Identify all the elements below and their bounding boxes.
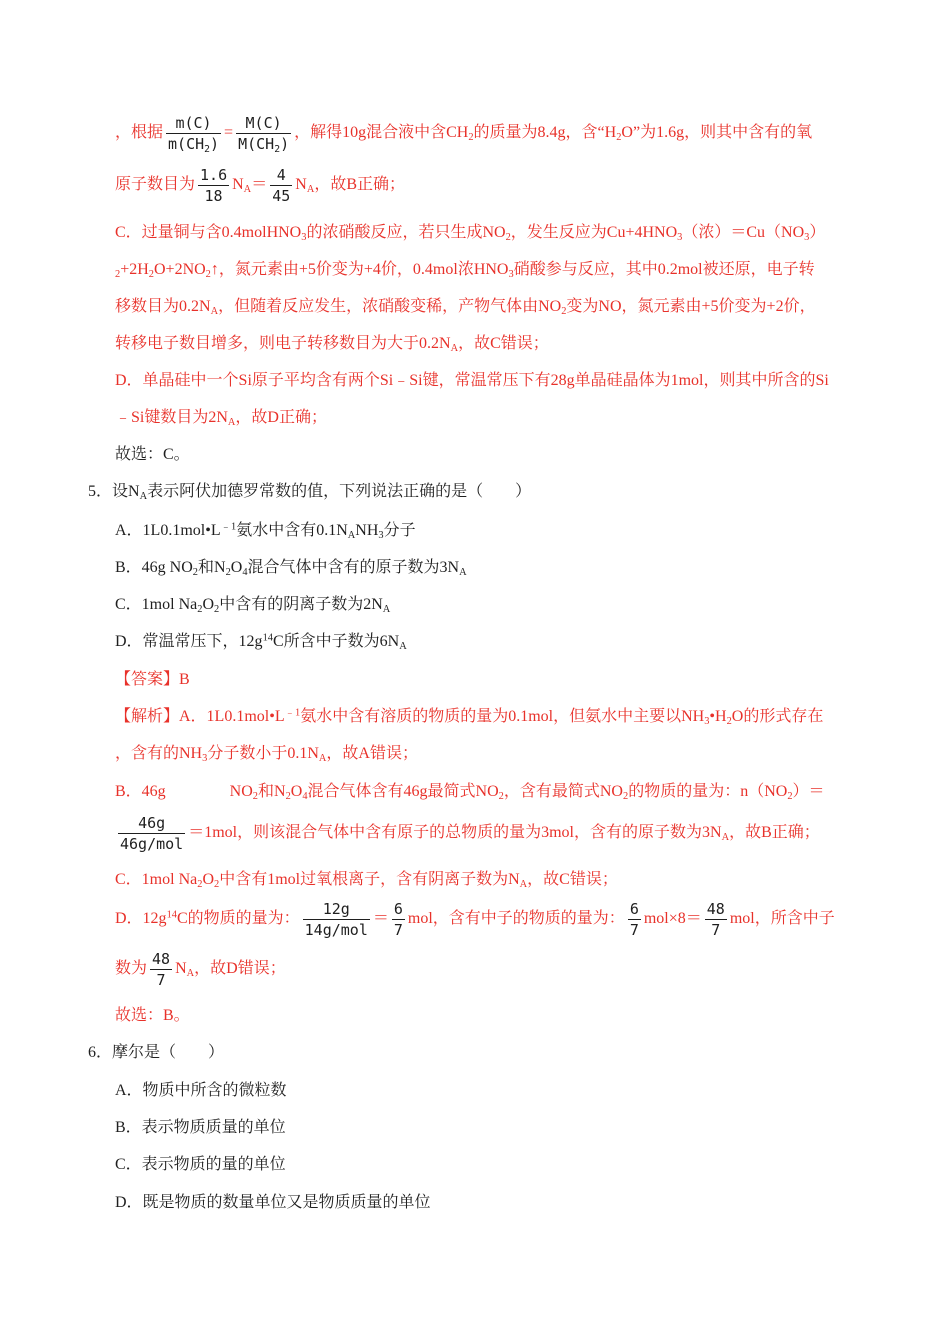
text-run: ，故A错误；	[326, 745, 418, 762]
text-run: ＝1mol，则该混合气体中含有原子的总物质的量为3mol，含有的原子数为3N	[188, 824, 722, 841]
subscript: 3	[301, 232, 307, 244]
subscript: A	[186, 968, 195, 980]
q5-analysis-line	[115, 777, 825, 807]
q6-stem	[88, 1038, 224, 1068]
subscript: 2	[192, 567, 198, 579]
subscript: 3	[704, 716, 710, 728]
subscript: 2	[622, 791, 629, 803]
fraction-numerator	[198, 165, 229, 186]
fraction	[236, 113, 291, 154]
text-run: 数为	[115, 960, 148, 977]
text-run: C．1mol Na	[115, 596, 198, 613]
text-run: 移数目为0.2N	[115, 298, 211, 315]
subscript: A	[306, 184, 315, 196]
q4-analysis-line	[115, 329, 549, 359]
fraction-denominator	[303, 920, 370, 940]
text-run: 分子数小于0.1N	[207, 745, 319, 762]
q5-analysis-line	[115, 739, 418, 769]
text-run: O	[290, 783, 303, 800]
q5-option-a	[115, 516, 416, 546]
text-run: ，故D正确；	[235, 409, 327, 426]
fraction-denominator	[166, 134, 221, 154]
q4-analysis-line	[115, 113, 813, 155]
subscript: A	[721, 832, 730, 844]
text-run: O+2NO	[153, 261, 206, 278]
fraction	[270, 165, 292, 206]
text-run: 14g/mol	[304, 920, 368, 939]
fraction	[150, 949, 172, 990]
subscript: 3	[804, 232, 810, 244]
text-run: B．表示物质质量的单位	[115, 1119, 286, 1136]
text-run: M(C)	[245, 113, 282, 132]
text-run: ，解得10g混合液中含CH	[294, 124, 469, 141]
fraction-denominator	[118, 834, 185, 854]
text-run: m(CH	[168, 134, 205, 153]
text-run: 5．设N	[88, 483, 140, 500]
fraction-numerator	[166, 113, 221, 134]
text-run: 7	[711, 920, 721, 939]
text-run: =	[224, 124, 234, 141]
text-run: mol，所含中子	[729, 910, 835, 927]
q6-option-b	[115, 1113, 286, 1143]
q5-option-d	[115, 627, 407, 657]
text-run: 46g/mol	[120, 834, 184, 853]
q5-answer	[115, 665, 190, 695]
text-run: M(CH	[238, 134, 275, 153]
fraction-numerator	[270, 165, 292, 186]
text-run: ＝	[372, 910, 389, 927]
fraction-numerator	[628, 899, 641, 920]
text-run: C所含中子数为6N	[272, 633, 400, 650]
text-run: ）	[809, 224, 826, 241]
q4-analysis-line	[115, 255, 815, 285]
q6-option-d	[115, 1188, 431, 1218]
subscript: A	[210, 306, 219, 318]
q6-option-c	[115, 1150, 286, 1180]
text-run: 硝酸参与反应，其中0.2mol被还原，电子转	[513, 261, 815, 278]
text-run: 18	[204, 186, 223, 205]
subscript: 2	[561, 306, 567, 318]
q5-analysis-line	[115, 702, 823, 732]
subscript: 2	[214, 879, 220, 891]
fraction-denominator	[628, 920, 641, 940]
fraction-numerator	[705, 899, 727, 920]
superscript: 14	[166, 909, 177, 921]
text-run: 4	[276, 165, 286, 184]
superscript: ﹣1	[220, 521, 237, 533]
text-run: 48	[152, 949, 171, 968]
text-run: 12g	[322, 899, 350, 918]
subscript: 2	[274, 143, 281, 155]
q4-analysis-line	[115, 292, 816, 322]
subscript: A	[450, 343, 459, 355]
text-run: ，但随着反应发生，浓硝酸变稀，产物气体由NO	[218, 298, 562, 315]
subscript: 4	[302, 791, 308, 803]
text-run: ↑，氮元素由+5价变为+4价，0.4mol浓HNO	[210, 261, 509, 278]
fraction-denominator	[705, 920, 727, 940]
text-run: 原子数目为	[115, 176, 196, 193]
q5-option-c	[115, 590, 390, 620]
text-run: 中含有1mol过氧根离子，含有阴离子数为N	[219, 871, 520, 888]
text-run: ，含有的NH	[115, 745, 203, 762]
text-run: B．46g NO	[115, 783, 253, 800]
subscript: 2	[505, 232, 511, 244]
text-run: 转移电子数目增多，则电子转移数目为大于0.2N	[115, 335, 451, 352]
fraction	[303, 899, 370, 940]
text-run: 故选：C。	[115, 446, 190, 463]
text-run: 7	[156, 970, 166, 989]
text-run: )	[210, 134, 220, 153]
text-run: m(C)	[175, 113, 212, 132]
fraction	[118, 813, 185, 854]
fraction-numerator	[236, 113, 291, 134]
subscript: A	[318, 753, 327, 765]
subscript: A	[459, 567, 467, 579]
q5-analysis-line	[115, 813, 820, 853]
fraction-denominator	[198, 186, 229, 206]
text-run: ＝	[251, 176, 268, 193]
subscript: 2	[225, 567, 231, 579]
subscript: 2	[468, 132, 474, 144]
text-run: ，故C错误；	[458, 335, 549, 352]
fraction	[198, 165, 229, 206]
text-run: mol×8＝	[643, 910, 702, 927]
subscript: A	[382, 604, 391, 616]
text-run: C．1mol Na	[115, 871, 198, 888]
subscript: 2	[148, 269, 154, 281]
text-run: mol，含有中子的物质的量为：	[407, 910, 625, 927]
q4-conclusion	[115, 440, 190, 470]
subscript: 3	[677, 232, 683, 244]
text-run: O	[230, 559, 243, 576]
text-run: （浓）＝Cu（NO	[682, 224, 805, 241]
subscript: A	[139, 491, 148, 503]
text-run: A．物质中所含的微粒数	[115, 1082, 287, 1099]
q5-option-b	[115, 553, 467, 583]
fraction	[628, 899, 641, 940]
subscript: 3	[378, 530, 384, 542]
text-run: 分子	[383, 522, 416, 539]
text-run: +2H	[120, 261, 149, 278]
text-run: C．过量铜与含0.4molHNO	[115, 224, 302, 241]
fraction-denominator	[150, 970, 172, 990]
fraction-denominator	[236, 134, 291, 154]
subscript: 2	[252, 791, 258, 803]
subscript: 2	[204, 143, 211, 155]
fraction-numerator	[392, 899, 405, 920]
q4-analysis-line	[115, 366, 829, 396]
subscript: 2	[197, 879, 203, 891]
q6-option-a	[115, 1076, 287, 1106]
text-run: 和N	[258, 783, 286, 800]
fraction-denominator	[270, 186, 292, 206]
text-run: D．既是物质的数量单位又是物质质量的单位	[115, 1194, 431, 1211]
subscript: 2	[205, 269, 211, 281]
text-run: ，根据	[115, 124, 164, 141]
text-run: O	[202, 596, 214, 613]
text-run: ，故D错误；	[194, 960, 286, 977]
text-run: 6	[393, 899, 403, 918]
text-run: A．1L0.1mol•L	[115, 522, 221, 539]
text-run: D．常温常压下，12g	[115, 633, 263, 650]
subscript: A	[243, 184, 252, 196]
text-run: 混合气体中含有的原子数为3N	[247, 559, 460, 576]
fraction	[705, 899, 727, 940]
text-run: 氨水中含有溶质的物质的量为0.1mol，但氨水中主要以NH	[300, 708, 705, 725]
text-run: C．表示物质的量的单位	[115, 1156, 286, 1173]
fraction	[392, 899, 405, 940]
text-run: O的形式存在	[731, 708, 824, 725]
text-run: 中含有的阴离子数为2N	[219, 596, 383, 613]
fraction-numerator	[118, 813, 185, 834]
text-run: 7	[629, 920, 639, 939]
text-run: 7	[393, 920, 403, 939]
text-run: ，故B正确；	[314, 176, 406, 193]
q5-conclusion	[115, 1001, 190, 1031]
text-run: ）＝	[792, 783, 825, 800]
text-run: 混合气体含有46g最简式NO	[307, 783, 499, 800]
superscript: ﹣1	[284, 707, 301, 719]
text-run: 【解析】A．1L0.1mol•L	[115, 708, 285, 725]
text-run: 45	[272, 186, 291, 205]
q4-analysis-line	[115, 165, 406, 205]
text-run: N	[295, 176, 307, 193]
text-run: 氨水中含有0.1N	[236, 522, 348, 539]
text-run: B．46g NO	[115, 559, 193, 576]
fraction-numerator	[150, 949, 172, 970]
subscript: 2	[787, 791, 793, 803]
q5-analysis-line	[115, 865, 618, 895]
text-run: ，含有最简式NO	[503, 783, 623, 800]
superscript: 14	[262, 632, 273, 644]
subscript: 2	[285, 791, 291, 803]
subscript: 2	[115, 269, 121, 281]
text-run: 和N	[198, 559, 226, 576]
text-run: 48	[706, 899, 725, 918]
text-run: ﹣Si键数目为2N	[115, 409, 228, 426]
fraction	[166, 113, 221, 154]
text-run: D．单晶硅中一个Si原子平均含有两个Si﹣Si键，常温常压下有28g单晶硅晶体为1mol，则其中所含的Si	[115, 372, 829, 389]
subscript: 3	[202, 753, 208, 765]
subscript: 2	[214, 604, 220, 616]
text-run: N	[175, 960, 187, 977]
text-run: NH	[355, 522, 379, 539]
text-run: 46g	[138, 813, 166, 832]
text-run: 表示阿伏加德罗常数的值，下列说法正确的是（ ）	[147, 483, 532, 500]
text-run: 【答案】B	[115, 671, 190, 688]
subscript: A	[399, 641, 407, 653]
text-run: 6．摩尔是（ ）	[88, 1044, 225, 1061]
subscript: A	[519, 879, 528, 891]
q5-analysis-line	[115, 949, 286, 989]
text-run: 6	[629, 899, 639, 918]
text-run: D．12g	[115, 910, 167, 927]
text-run: ，发生反应为Cu+4HNO	[510, 224, 678, 241]
text-run: •H	[709, 708, 727, 725]
subscript: 2	[197, 604, 203, 616]
text-run: 故选：B。	[115, 1007, 190, 1024]
subscript: 3	[508, 269, 514, 281]
text-run: )	[280, 134, 290, 153]
text-run: 的物质的量为：n（NO	[628, 783, 788, 800]
fraction-numerator	[303, 899, 370, 920]
q4-analysis-line	[115, 218, 825, 248]
q5-analysis-line	[115, 899, 835, 939]
text-run: 的浓硝酸反应，若只生成NO	[306, 224, 506, 241]
text-run: C的物质的量为：	[176, 910, 300, 927]
text-run: ，故B正确；	[729, 824, 820, 841]
fraction-denominator	[392, 920, 405, 940]
subscript: 2	[726, 716, 732, 728]
text-run: ，故C错误；	[527, 871, 618, 888]
subscript: 2	[616, 132, 622, 144]
text-run: 的质量为8.4g，含“H	[473, 124, 617, 141]
text-run: N	[232, 176, 244, 193]
subscript: A	[227, 417, 236, 429]
subscript: 2	[498, 791, 504, 803]
text-run: O	[202, 871, 214, 888]
subscript: 4	[242, 567, 248, 579]
text-run: 1.6	[200, 165, 228, 184]
text-run: O”为1.6g，则其中含有的氧	[621, 124, 813, 141]
q4-analysis-line	[115, 403, 327, 433]
subscript: A	[347, 530, 356, 542]
text-run: 变为NO，氮元素由+5价变为+2价，	[566, 298, 816, 315]
q5-stem	[88, 477, 531, 507]
